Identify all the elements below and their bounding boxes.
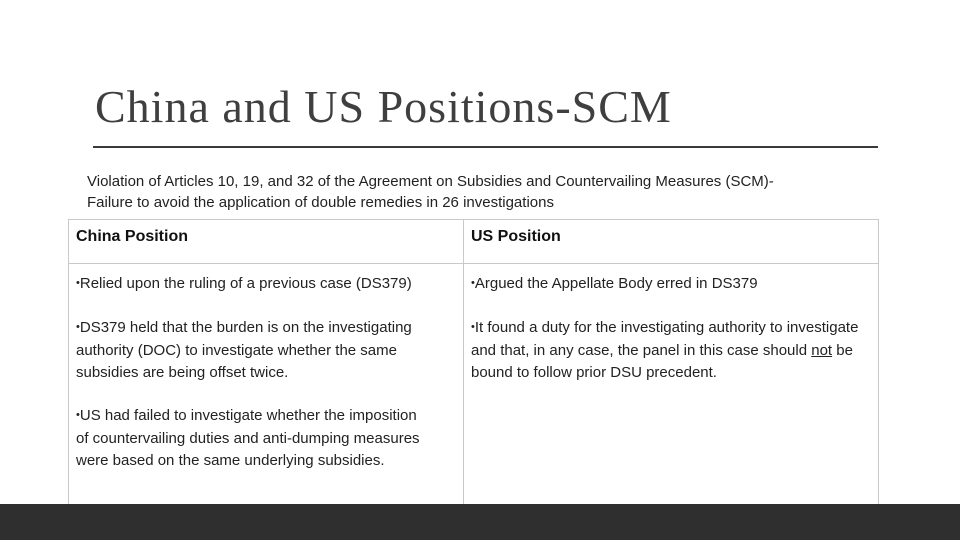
china-item-3 bbox=[76, 405, 421, 472]
us-item-1 bbox=[471, 273, 856, 296]
us-item-2-underlined-word: not bbox=[811, 342, 833, 359]
us-item-2 bbox=[471, 317, 873, 384]
china-item-1 bbox=[76, 273, 461, 296]
bullet-icon: • bbox=[76, 409, 80, 421]
header-china-position: China Position bbox=[76, 228, 188, 245]
us-item-2-text-before: It found a duty for the investigating authority to investigate and that, in any case, the panel in this case should bbox=[471, 319, 859, 359]
china-item-3-text: US had failed to investigate whether the imposition of countervailing duties and anti-dumping measures were based on the same underlying subsidies. bbox=[76, 407, 420, 469]
china-item-2-text: DS379 held that the burden is on the investigating authority (DOC) to investigate whether the same subsidies are being offset twice. bbox=[76, 319, 412, 381]
slide-subtitle bbox=[87, 171, 877, 213]
column-divider bbox=[463, 220, 464, 534]
china-item-1-text: Relied upon the ruling of a previous case (DS379) bbox=[79, 275, 412, 292]
bullet-icon: • bbox=[76, 321, 80, 333]
subtitle-line-2: Failure to avoid the application of double remedies in 26 investigations bbox=[87, 194, 554, 211]
us-item-1-text: Argued the Appellate Body erred in DS379 bbox=[474, 275, 758, 292]
subtitle-line-1: Violation of Articles 10, 19, and 32 of the Agreement on Subsidies and Countervailing Measures (SCM)- bbox=[87, 173, 774, 190]
positions-table bbox=[68, 219, 879, 535]
slide-title: China and US Positions-SCM bbox=[95, 81, 672, 132]
header-row-divider bbox=[69, 263, 878, 264]
bullet-icon: • bbox=[471, 321, 475, 333]
header-us-position: US Position bbox=[471, 228, 561, 245]
title-underline-divider bbox=[93, 146, 878, 148]
footer-bar bbox=[0, 504, 960, 540]
us-item-2-text-after: be bound to follow prior DSU precedent. bbox=[471, 342, 853, 381]
bullet-icon: • bbox=[471, 277, 475, 289]
china-item-2 bbox=[76, 317, 461, 384]
bullet-icon: • bbox=[76, 277, 80, 289]
